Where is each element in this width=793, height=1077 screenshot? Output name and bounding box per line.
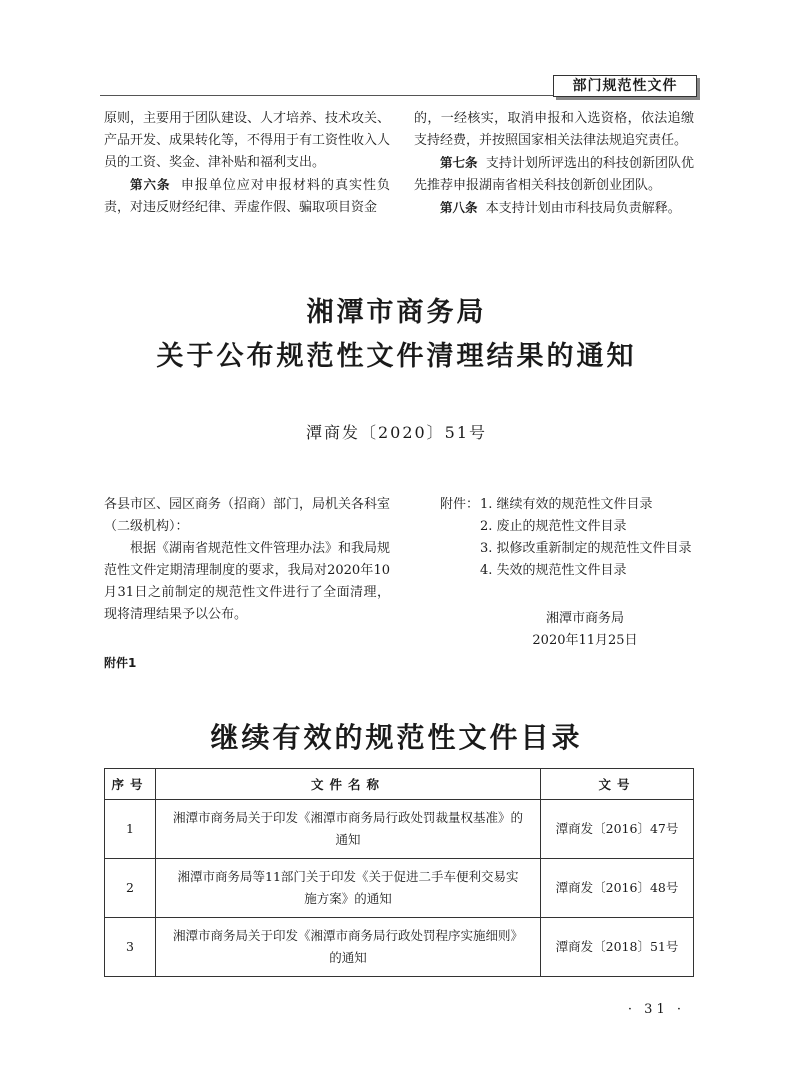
- notice-title-line2: 关于公布规范性文件清理结果的通知: [156, 341, 637, 372]
- cell-seq: 1: [105, 800, 156, 859]
- notice-body: [104, 494, 390, 626]
- annex-title: 继续有效的规范性文件目录: [210, 721, 583, 754]
- attachment-item: 4. 失效的规范性文件目录: [480, 563, 627, 578]
- attachments-label: 附件：: [440, 497, 480, 512]
- article-eight: [414, 197, 694, 220]
- article-lead: 第八条: [440, 200, 478, 215]
- paragraph-text: 的，一经核实，取消申报和入选资格，依法追缴支持经费，并按照国家相关法律法规追究责任。: [414, 111, 694, 148]
- cell-name-line: 施方案》的通知: [304, 891, 392, 906]
- cell-name-line: 湘潭市商务局关于印发《湘潭市商务局行政处罚裁量权基准》的: [172, 810, 523, 825]
- column-header-name: 文件名称: [156, 769, 541, 800]
- notice-title-line1: 湘潭市商务局: [306, 297, 487, 328]
- notice-date: 2020年11月25日: [532, 633, 638, 648]
- table-header-row: [105, 769, 694, 800]
- attachment-item: 1. 继续有效的规范性文件目录: [480, 497, 653, 512]
- cell-doc-no: 潭商发〔2018〕51号: [541, 918, 694, 977]
- cell-name: [156, 859, 541, 918]
- table-row: [105, 859, 694, 918]
- cell-name-line: 湘潭市商务局等11部门关于印发《关于促进二手车便利交易实: [177, 869, 519, 884]
- notice-issuer: 湘潭市商务局: [545, 611, 624, 626]
- paragraph-text: 原则，主要用于团队建设、人才培养、技术攻关、产品开发、成果转化等，不得用于有工资性收入人员的工资、奖金、津补贴和福利支出。: [104, 111, 391, 170]
- table-row: [105, 918, 694, 977]
- notice-salutation: 各县市区、园区商务（招商）部门，局机关各科室（二级机构）：: [104, 497, 391, 534]
- cell-name-line: 通知: [335, 832, 361, 847]
- cell-name: [156, 918, 541, 977]
- table-row: [105, 800, 694, 859]
- previous-article-right-column: [414, 108, 694, 220]
- article-lead: 第七条: [440, 155, 478, 170]
- attachment-item: 2. 废止的规范性文件目录: [480, 519, 627, 534]
- column-header-seq: 序号: [105, 769, 156, 800]
- section-tag: 部门规范性文件: [553, 75, 697, 97]
- cell-seq: 3: [105, 918, 156, 977]
- paragraph: [414, 108, 694, 152]
- cell-name-line: 的通知: [329, 950, 367, 965]
- notice-paragraph: 根据《湖南省规范性文件管理办法》和我局规范性文件定期清理制度的要求，我局对2020年10月31日之前制定的规范性文件进行了全面清理，现将清理结果予以公布。: [104, 541, 391, 622]
- paragraph-text: 申报单位应对申报材料的真实性负责，对违反财经纪律、弄虚作假、骗取项目资金: [104, 178, 390, 215]
- signature-block: [500, 608, 670, 652]
- paragraph-text: 本支持计划由市科技局负责解释。: [485, 201, 681, 216]
- article-seven: [414, 152, 694, 197]
- annex-label: 附件1: [104, 656, 137, 670]
- article-lead: 第六条: [130, 177, 171, 192]
- cell-seq: 2: [105, 859, 156, 918]
- cell-doc-no: 潭商发〔2016〕48号: [541, 859, 694, 918]
- page-number: · 31 ·: [627, 1002, 685, 1017]
- previous-article-left-column: [104, 108, 390, 219]
- notice-doc-number: 潭商发〔2020〕51号: [305, 423, 488, 442]
- paragraph: [104, 108, 390, 174]
- cell-name-line: 湘潭市商务局关于印发《湘潭市商务局行政处罚程序实施细则》: [172, 928, 523, 943]
- article-six: [104, 174, 390, 219]
- attachments-list: [440, 494, 700, 582]
- cell-doc-no: 潭商发〔2016〕47号: [541, 800, 694, 859]
- cell-name: [156, 800, 541, 859]
- column-header-doc-no: 文号: [541, 769, 694, 800]
- attachment-item: 3. 拟修改重新制定的规范性文件目录: [480, 541, 692, 556]
- paragraph-text: 支持计划所评选出的科技创新团队优先推荐申报湖南省相关科技创新创业团队。: [414, 156, 694, 193]
- document-catalog-table: [104, 768, 694, 977]
